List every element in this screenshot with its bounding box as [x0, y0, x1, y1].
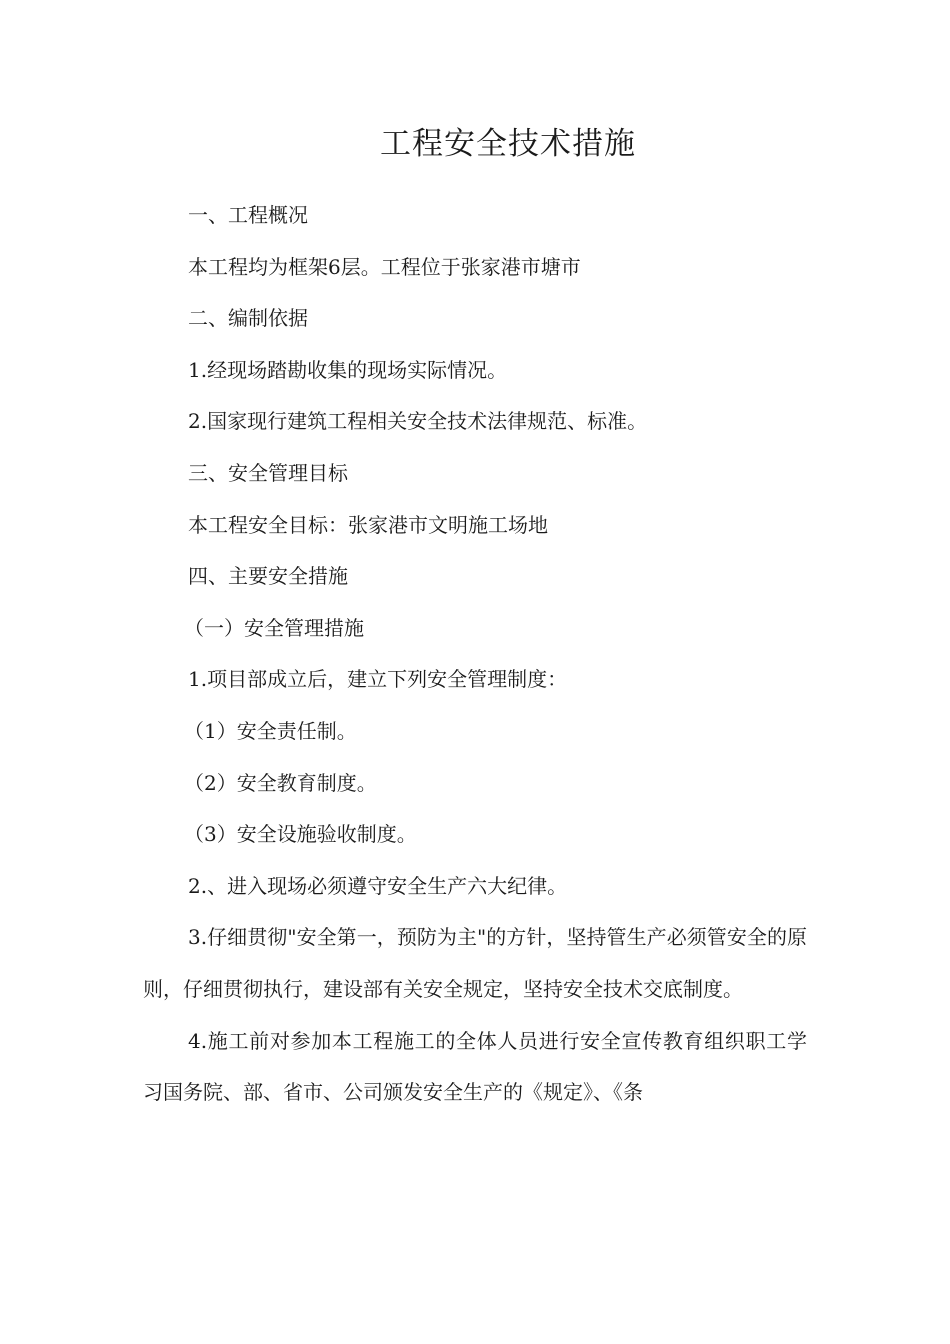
section-heading-overview: 一、工程概况	[188, 203, 308, 227]
sub-list-item-1: （1）安全责任制。	[184, 718, 357, 743]
section-heading-basis: 二、编制依据	[188, 306, 308, 331]
sub-list-item-2: （2）安全教育制度。	[184, 770, 377, 795]
list-item-measure-3: 3.仔细贯彻"安全第一，预防为主"的方针，坚持管生产必须管安全的原则，仔细贯彻执行，建设部有关安全规定，坚持安全技术交底制度。	[143, 925, 807, 1001]
list-item-basis-2: 2.国家现行建筑工程相关安全技术法律规范、标准。	[188, 409, 648, 434]
list-item-measure-4: 4.施工前对参加本工程施工的全体人员进行安全宣传教育组织职工学习国务院、部、省市、公司颁发安全生产的《规定》、《条	[143, 1028, 807, 1105]
section-heading-measures: 四、主要安全措施	[188, 564, 348, 589]
paragraph-overview: 本工程均为框架6层。工程位于张家港市塘市	[188, 254, 581, 279]
list-item-measure-2: 2.、进入现场必须遵守安全生产六大纪律。	[188, 873, 568, 898]
list-item-basis-1: 1.经现场踏勘收集的现场实际情况。	[188, 357, 508, 382]
subsection-heading-management: （一）安全管理措施	[184, 615, 364, 640]
sub-list-item-3: （3）安全设施验收制度。	[184, 822, 417, 847]
list-item-measure-1: 1.项目部成立后，建立下列安全管理制度：	[188, 667, 568, 692]
paragraph-goal: 本工程安全目标：张家港市文明施工场地	[188, 512, 548, 537]
section-heading-goal: 三、安全管理目标	[188, 460, 348, 485]
document-title: 工程安全技术措施	[380, 126, 636, 162]
document-body	[143, 190, 807, 1119]
